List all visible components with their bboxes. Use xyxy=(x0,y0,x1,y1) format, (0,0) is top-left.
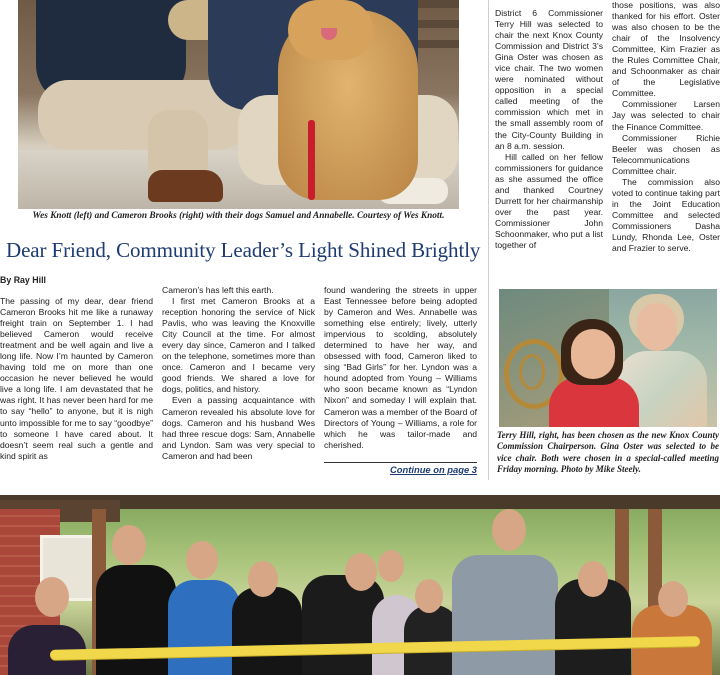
paragraph: District 6 Commissioner Terry Hill was selected to chair the next Knox County Commission and District 3’s Gina Oster was chosen as vice chair. The two women were nominated without opposition in a special called meeting of the commission which met in the small assembly room of the City-County Building in an 8 a.m. session. xyxy=(495,8,603,151)
article-column-3 xyxy=(324,285,477,451)
article-byline: By Ray Hill xyxy=(0,275,46,285)
column-divider xyxy=(488,0,489,480)
paragraph: found wandering the streets in upper East Tennessee before being adopted by Cameron and Wes. Annabelle was something else entirely; lively, utterly impervious to scolding, absolutely determined to have her way, and obsessed with food, Cameron liked to sing “Bad Girls” for her. Lyndon was a hound adopted from Young – Williams who soon became known as “Lyndon Nixon” and someday I will explain that. Cameron was a member of the Board of Directors of Young – Williams, a role for which he was tailor-made and cherished. xyxy=(324,285,477,450)
paragraph: The passing of my dear, dear friend Cameron Brooks hit me like a runaway freight train on September 1. I had believed Cameron would receive treatment and be well again and live a long life. Now I’m haunted by Cameron having told me on more than one occasion he never believed he would live a long life. I am devastated that he was right. It has never been hard for me to say “hello” to anyone, but it is nigh unto impossible for me to say “goodbye” to someone I have cared about. It doesn’t seem real such a gentle and kind spirit as xyxy=(0,296,153,461)
photo-caption-officials: Terry Hill, right, has been chosen as the new Knox County Commission Chairperson. Gina Oster was selected to be vice chair. Both were chosen in a special-called meeting Friday morning. Photo by Mike Steely. xyxy=(497,430,719,474)
paragraph: Commissioner Larsen Jay was selected to chair the Finance Committee. xyxy=(612,99,720,132)
paragraph: Commissioner Richie Beeler was chosen as Telecommunications Committee chair. xyxy=(612,132,720,176)
photo-caption-dogs: Wes Knott (left) and Cameron Brooks (right) with their dogs Samuel and Annabelle. Courtesy of Wes Knott. xyxy=(32,211,445,221)
paragraph: The commission also voted to continue taking part in the Joint Education Committee and selected Commissioners Dasha Lundy, Rhonda Lee, Oster and Frazier to serve. xyxy=(612,176,720,254)
paragraph: Cameron’s has left this earth. xyxy=(162,285,274,295)
paragraph: Hill called on her fellow commissioners for guidance as she assumed the office and thanked Courtney Durrett for her chairmanship over the past year. Commissioner John Schoonmaker, who put a list together of xyxy=(495,151,603,250)
paragraph: Even a passing acquaintance with Cameron revealed his absolute love for dogs. Cameron and his husband Wes had three rescue dogs: Sam, Annabelle and Lyndon. Sam was very special to Cameron and had been xyxy=(162,395,315,461)
paragraph: I first met Cameron Brooks at a reception honoring the service of Nick Pavlis, who was leaving the Knoxville City Council at the time. For almost every day since, Cameron and I talked on the telephone, sometimes more than once. Cameron and I became very good friends. We shared a love for dogs, politics, and history. xyxy=(162,296,315,395)
article-column-1 xyxy=(0,296,153,462)
photo-hill-oster xyxy=(499,289,717,427)
article-column-2 xyxy=(162,285,315,462)
side-article-column-a xyxy=(495,8,603,251)
paragraph: those positions, was also thanked for his effort. Oster was also chosen to be the chair of the Insolvency Committee, Kim Frazier as the Rules Committee Chair, and Schoonmaker as chair of the Legislative Committee. xyxy=(612,0,720,99)
side-article-column-b xyxy=(612,0,720,254)
article-headline: Dear Friend, Community Leader’s Light Shined Brightly xyxy=(6,238,481,262)
continue-link[interactable]: Continue on page 3 xyxy=(390,464,477,475)
divider xyxy=(324,462,477,463)
photo-wes-cameron-dogs xyxy=(18,0,459,209)
photo-ribbon-cutting xyxy=(0,495,720,675)
